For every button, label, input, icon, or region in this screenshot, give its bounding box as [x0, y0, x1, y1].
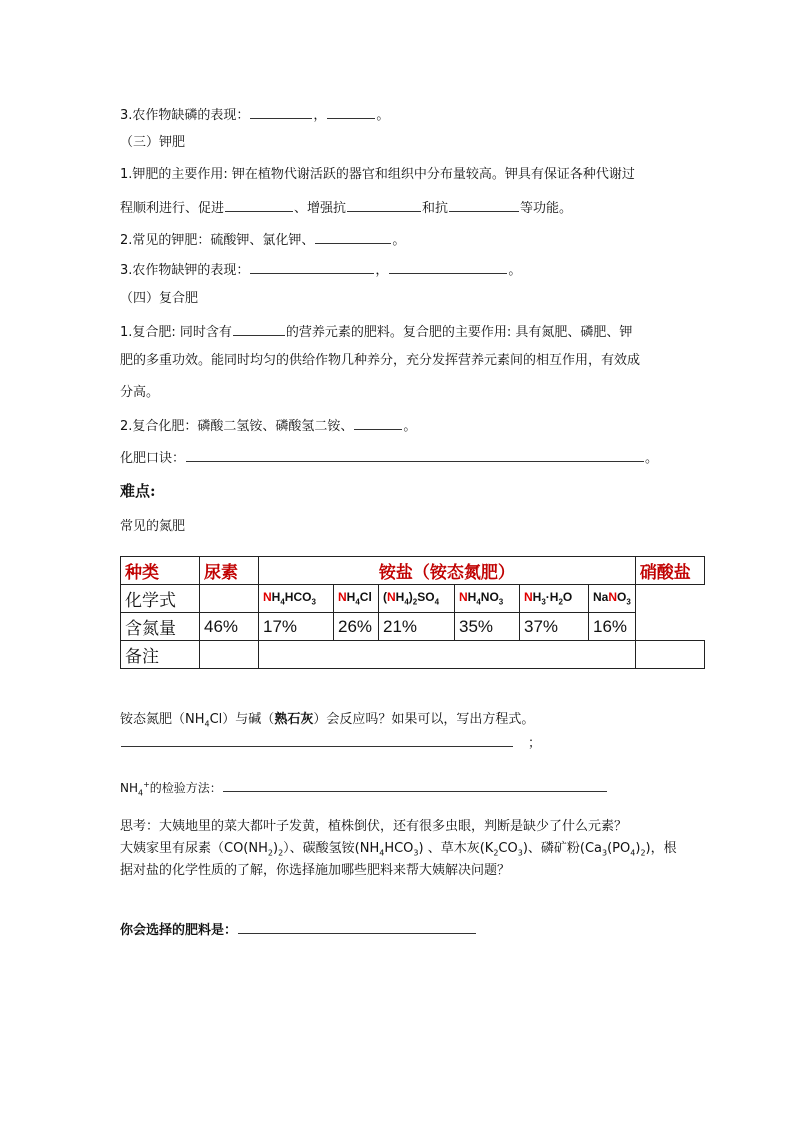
text: 2.常见的钾肥：硫酸钾、氯化钾、 [120, 233, 315, 248]
header-urea: 尿素 [200, 557, 259, 585]
n-letter: N [608, 590, 618, 605]
blank-k-def-2[interactable] [389, 260, 507, 274]
compound-heading: （四）复合肥 [120, 291, 199, 306]
table-cell [200, 585, 259, 613]
blank-k-resist-1[interactable] [347, 198, 421, 212]
nitrogen-nano3: 16% [589, 613, 636, 641]
difficult-heading: 难点: [120, 482, 156, 500]
text: H [346, 590, 356, 605]
text: 2.复合化肥：磷酸二氢铵、磷酸氢二铵、 [120, 419, 354, 434]
text: 和抗 [422, 201, 449, 216]
formula-ammonium-nitrate [455, 585, 520, 613]
text: O [617, 590, 627, 605]
compound-def-line-2: 肥的多重功效。能同时均匀的供给作物几种养分，充分发挥营养元素间的相互作用，有效成 [120, 353, 641, 368]
sub: 4 [434, 597, 440, 607]
sub: 2 [558, 597, 563, 607]
rhyme-line [120, 448, 658, 468]
table-formula-row [121, 585, 705, 613]
text: Cl [359, 590, 372, 605]
text: HCO [284, 590, 312, 605]
text: 大姨家里有尿素（CO(NH [120, 841, 268, 856]
blank-equation[interactable] [121, 733, 513, 747]
note-cell[interactable] [635, 641, 704, 669]
text: ) [635, 841, 641, 856]
text: )，根 [645, 841, 677, 856]
blank-k-resist-2[interactable] [449, 198, 519, 212]
compound-common-line [120, 416, 416, 436]
period: 。 [508, 263, 522, 278]
text: CO [498, 841, 518, 856]
text: 、增强抗 [294, 201, 347, 216]
sub: 3 [311, 597, 316, 607]
semicolon: ； [528, 736, 542, 751]
n-letter: N [459, 590, 468, 605]
sub: 2 [412, 597, 418, 607]
comma: ， [375, 263, 389, 278]
n-letter: N [338, 590, 347, 605]
row-label-formula: 化学式 [121, 585, 200, 613]
question-ammonium-test [120, 774, 608, 804]
header-nitrate: 硝酸盐 [635, 557, 704, 585]
text: ）会反应吗？如果可以，写出方程式。 [313, 712, 535, 727]
nitrogen-nh4cl: 26% [334, 613, 379, 641]
text: ) [408, 590, 413, 605]
formula-ammonium-chloride [334, 585, 379, 613]
sub: 3 [498, 597, 504, 607]
potash-common-line [120, 230, 405, 250]
sub: 4 [204, 719, 210, 729]
bold-text: 熟石灰 [274, 712, 314, 727]
question-ammonium-alkali [120, 709, 534, 736]
text: ) [272, 841, 279, 856]
n-letter: N [387, 590, 396, 605]
nitrogen-fertilizer-table [120, 556, 705, 669]
sub: 4 [404, 597, 409, 607]
blank-k-common[interactable] [315, 230, 391, 244]
sub: 4 [280, 597, 285, 607]
text: (PO [607, 841, 631, 856]
nitrogen-nh4no3: 35% [455, 613, 520, 641]
row-label-note: 备注 [121, 641, 200, 669]
period: 。 [403, 419, 417, 434]
potash-role-line-1: 1.钾肥的主要作用: 钾在植物代谢活跃的器官和组织中分布量较高。钾具有保证各种代谢过 [120, 167, 635, 182]
text: ）、碳酸氢铵(NH [283, 841, 380, 856]
n-letter: N [524, 590, 533, 605]
sub: 3 [626, 597, 631, 607]
nitrogen-urea: 46% [200, 613, 259, 641]
text: 化肥口诀： [120, 451, 186, 466]
answer-line [120, 920, 477, 940]
phosphorus-deficiency-line [120, 105, 389, 125]
sup: + [143, 780, 150, 789]
blank-ammonium-test[interactable] [223, 778, 607, 792]
potash-heading: （三）钾肥 [120, 135, 186, 150]
text: )、磷矿粉(Ca [522, 841, 603, 856]
nitrogen-nh4hco3: 17% [259, 613, 334, 641]
potash-role-line-2 [120, 198, 572, 218]
blank-k-def-1[interactable] [250, 260, 374, 274]
p-deficiency-label: 3.农作物缺磷的表现： [120, 108, 250, 123]
note-cell[interactable] [259, 641, 636, 669]
nitrogen-nh42so4: 21% [379, 613, 455, 641]
think-line-2: 大姨家里有尿素$(CO(NH_2)_2)$、碳酸氢铵$(NH_4HCO_3)$ 、草木灰$(K_2CO_3)$、磷矿粉$(Ca_3(PO_4)_2)$，根 [120, 841, 677, 858]
blank-p-2[interactable] [327, 105, 375, 119]
header-kind: 种类 [121, 557, 200, 585]
text: 3.农作物缺钾的表现： [120, 263, 250, 278]
text: H [271, 590, 281, 605]
text: 1.复合肥: 同时含有 [120, 325, 232, 340]
table-note-row [121, 641, 705, 669]
blank-p-1[interactable] [250, 105, 312, 119]
formula-sodium-nitrate [589, 585, 636, 613]
compound-def-line-1 [120, 322, 632, 342]
n-letter: N [263, 590, 272, 605]
sub: 4 [355, 597, 360, 607]
sub: 4 [476, 597, 481, 607]
period: 。 [376, 108, 390, 123]
blank-rhyme[interactable] [186, 448, 644, 462]
table-header-row [121, 557, 705, 585]
formula-ammonium-bicarbonate [259, 585, 334, 613]
text: 你会选择的肥料是： [120, 923, 238, 938]
text: Cl）与碱（ [209, 712, 275, 727]
text: 铵态氮肥（NH [120, 712, 205, 727]
text: O [562, 590, 573, 605]
period: 。 [392, 233, 406, 248]
text: H [395, 590, 405, 605]
text: H [467, 590, 477, 605]
blank-compound-common[interactable] [354, 416, 402, 430]
table-nitrogen-row [121, 613, 705, 641]
text: HCO [384, 841, 414, 856]
text: ) 、草木灰(K [418, 841, 494, 856]
nitrogen-nh3h2o: 37% [520, 613, 589, 641]
formula-ammonium-sulfate [379, 585, 455, 613]
text: NH [120, 781, 138, 795]
blank-k-promote[interactable] [225, 198, 293, 212]
period: 。 [645, 451, 659, 466]
blank-compound-elements[interactable] [233, 322, 285, 336]
text: NO [480, 590, 499, 605]
header-ammonium: 铵盐（铵态氮肥） [259, 557, 636, 585]
text: ( [383, 590, 387, 605]
text: 等功能。 [520, 201, 573, 216]
sub: 4 [138, 788, 144, 798]
text: ·H [545, 590, 559, 605]
text: 的营养元素的肥料。复合肥的主要作用: 具有氮肥、磷肥、钾 [285, 325, 633, 340]
note-cell[interactable] [200, 641, 259, 669]
formula-ammonia-water [520, 585, 589, 613]
text: H [532, 590, 542, 605]
row-label-nitrogen: 含氮量 [121, 613, 200, 641]
text: Na [593, 590, 609, 605]
comma: ， [313, 108, 327, 123]
blank-answer[interactable] [238, 920, 476, 934]
text: 程顺利进行、促进 [120, 201, 225, 216]
compound-def-line-3: 分高。 [120, 385, 160, 400]
nitrogen-fertilizer-subtitle: 常见的氮肥 [120, 519, 186, 534]
potash-deficiency-line [120, 260, 521, 280]
equation-answer-line [120, 733, 541, 755]
text: 的检验方法： [149, 781, 222, 795]
think-line-3: 据对盐的化学性质的了解，你选择施加哪些肥料来帮大姨解决问题？ [120, 863, 511, 878]
sub: 3 [541, 597, 546, 607]
think-line-1: 思考：大姨地里的菜大都叶子发黄，植株倒伏，还有很多虫眼，判断是缺少了什么元素？ [120, 819, 628, 834]
text: SO [417, 590, 435, 605]
